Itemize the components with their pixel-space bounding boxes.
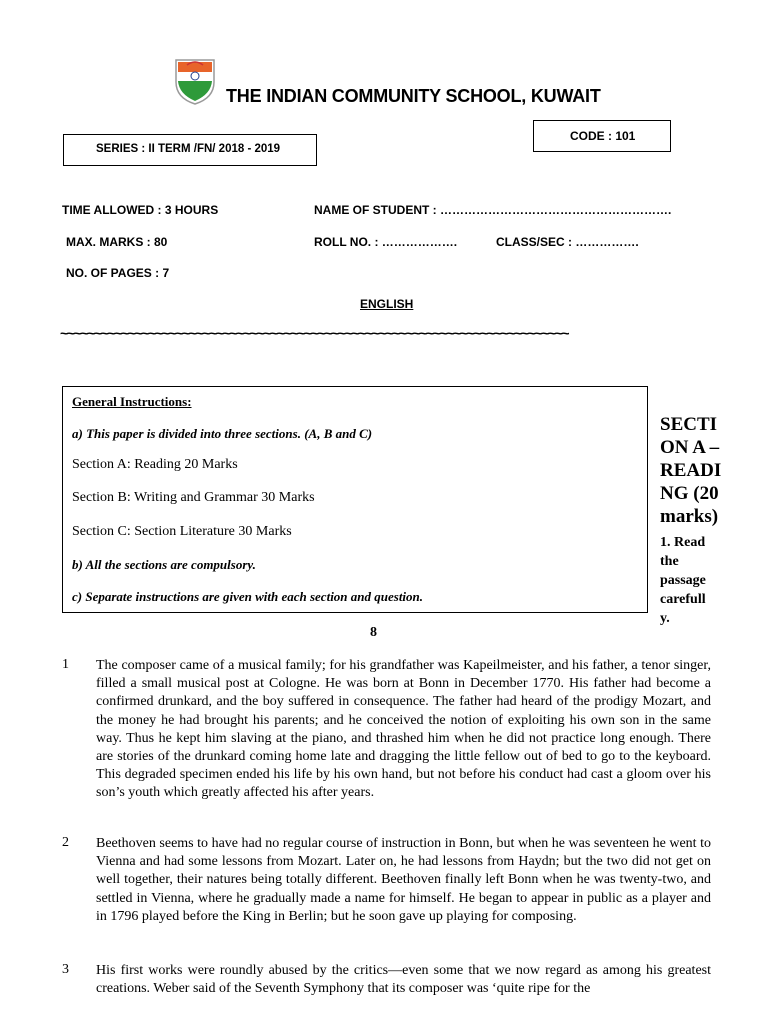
read-instruction <box>660 533 720 628</box>
separator-line: ~~~~~~~~~~~~~~~~~~~~~~~~~~~~~~~~~~~~~~~~~~~~~~~~~~~~~~~~~~~~~~~~~~~~~~~~~~~ <box>60 325 569 341</box>
page-count: NO. OF PAGES : 7 <box>66 266 170 280</box>
school-crest-icon <box>172 56 218 106</box>
passage-paragraph: The composer came of a musical family; for his grandfather was Kapeilmeister, and his father, a tenor singer, filled a small musical post at Cologne. He was born at Bonn in December 1770. His father had become a confirmed drunkard, and the boy suffered in consequence. The father had heard of the prodigy Mozart, and the money he had brought his parents; and he conceived the notion of exploiting his own son in the same way. Thus he kept him slaving at the piano, and thrashed him when he did not practice long enough. There are stories of the drunkard coming home late and dragging the little fellow out of bed to go to the keyboard. This degraded specimen ended his life by his own hand, but not before his conduct had cast a gloom over his son’s youth which greatly affected his after years. <box>96 658 711 801</box>
passage-paragraph: Beethoven seems to have had no regular course of instruction in Bonn, but when he was seventeen he went to Vienna and had some lessons from Mozart. Later on, he had lessons from Haydn; but the two did not get on well together, their natures being totally different. Beethoven finally left Bonn when he was twenty-two, and settled in Vienna, where he gradually made a name for himself. He began to appear in public as a player and in 1796 played before the King in Berlin; but he soon gave up playing for composing. <box>96 836 711 924</box>
paragraph-number: 2 <box>62 835 69 850</box>
section-heading-line: marks) <box>660 506 719 527</box>
instructions-title: General Instructions: <box>72 394 192 409</box>
read-instruction-line: passage <box>660 573 706 588</box>
section-heading-line: SECTI <box>660 414 718 435</box>
school-name: THE INDIAN COMMUNITY SCHOOL, KUWAIT <box>226 86 601 106</box>
instruction-c: c) Separate instructions are given with each section and question. <box>72 589 424 604</box>
instruction-a: a) This paper is divided into three sections. (A, B and C) <box>72 426 373 441</box>
section-heading-line: READI <box>660 460 722 481</box>
subject-title: ENGLISH <box>360 297 414 311</box>
time-allowed: TIME ALLOWED : 3 HOURS <box>62 203 219 217</box>
section-heading-line: ON A – <box>660 437 720 458</box>
class-sec-field: CLASS/SEC : ……………. <box>496 235 639 249</box>
passage-paragraph: His first works were roundly abused by the critics—even some that we now regard as among his greatest creations. Weber said of the Seventh Symphony that its composer was ‘quite ripe for the <box>96 963 711 997</box>
section-b-marks: Section B: Writing and Grammar 30 Marks <box>72 490 315 505</box>
paragraph-number: 1 <box>62 657 69 672</box>
max-marks: MAX. MARKS : 80 <box>66 235 168 249</box>
section-a-heading <box>660 413 730 528</box>
read-instruction-line: the <box>660 554 679 569</box>
paper-code: CODE : 101 <box>570 129 636 143</box>
series-label: SERIES : II TERM /FN/ 2018 - 2019 <box>96 143 281 155</box>
section-c-marks: Section C: Section Literature 30 Marks <box>72 524 292 539</box>
roll-no-field: ROLL NO. : ………………. <box>314 235 458 249</box>
paragraph-number: 3 <box>62 962 69 977</box>
instruction-b: b) All the sections are compulsory. <box>72 557 256 572</box>
section-a-marks: Section A: Reading 20 Marks <box>72 457 238 472</box>
student-name-field: NAME OF STUDENT : …………………………………………………. <box>314 203 672 217</box>
marks-label: 8 <box>370 625 377 640</box>
read-instruction-line: 1. Read <box>660 535 706 550</box>
read-instruction-line: y. <box>660 611 670 626</box>
read-instruction-line: carefull <box>660 592 706 607</box>
section-heading-line: NG (20 <box>660 483 719 504</box>
